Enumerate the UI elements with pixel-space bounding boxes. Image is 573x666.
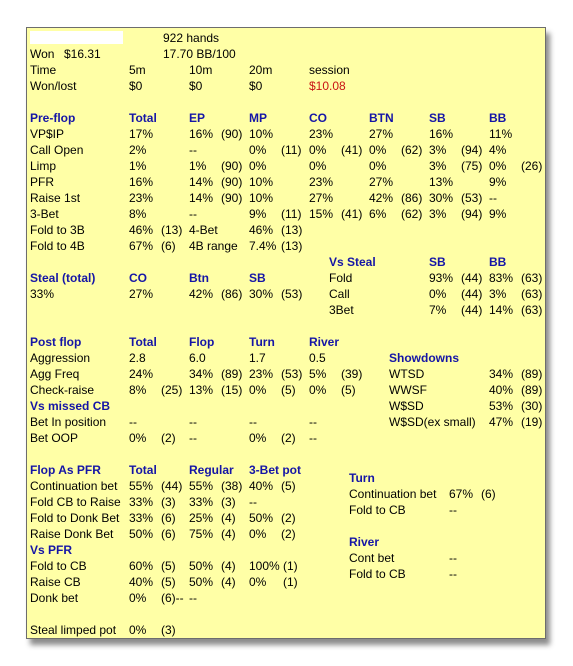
postflop-cell: 13%	[189, 383, 214, 397]
preflop-cell: (11)	[281, 143, 302, 157]
fold-to-3b-count: (13)	[161, 223, 183, 237]
steal-btn-header: Btn	[189, 271, 209, 285]
vs-steal-cell: (63)	[521, 271, 543, 285]
four-bet-label: 4-Bet	[189, 223, 218, 237]
missed-cb-cell: --	[309, 431, 317, 445]
vs-pfr-cell: 50%	[189, 575, 214, 589]
preflop-cell: (53)	[461, 191, 483, 205]
preflop-cell: 0%	[369, 159, 387, 173]
river-cell: --	[449, 567, 457, 581]
preflop-header-5: BTN	[369, 111, 394, 125]
flop-pfr-row-label: Fold to Donk Bet	[30, 511, 120, 525]
steal-limped-count: (3)	[161, 623, 176, 637]
turn-row-label: Continuation bet	[349, 487, 437, 501]
preflop-cell: (11)	[281, 207, 302, 221]
hands-count: 922 hands	[163, 31, 220, 45]
missed-cb-cell: (2)	[281, 431, 296, 445]
vs-steal-cell: 3%	[489, 287, 507, 301]
missed-cb-row-label: Bet OOP	[30, 431, 79, 445]
preflop-cell: 3%	[429, 143, 447, 157]
postflop-cell: 0.5	[309, 351, 326, 365]
preflop-cell: 27%	[369, 175, 394, 189]
preflop-cell: --	[189, 207, 197, 221]
preflop-row-label: 3-Bet	[30, 207, 59, 221]
vs-pfr-row-label: Donk bet	[30, 591, 79, 605]
flop-pfr-cell: 50%	[249, 511, 274, 525]
time-label: Time	[30, 63, 57, 77]
preflop-cell: 16%	[189, 127, 214, 141]
preflop-row-label: Raise 1st	[30, 191, 81, 205]
preflop-cell: 9%	[249, 207, 267, 221]
postflop-header-4: River	[309, 335, 340, 349]
preflop-cell: 14%	[189, 175, 214, 189]
preflop-cell: 23%	[309, 127, 334, 141]
steal-total-title: Steal (total)	[30, 271, 96, 285]
missed-cb-cell: --	[309, 415, 317, 429]
preflop-cell: --	[189, 143, 197, 157]
flop-pfr-cell: --	[249, 495, 257, 509]
flop-pfr-header-0: Flop As PFR	[30, 463, 101, 477]
preflop-cell: 0%	[369, 143, 387, 157]
missed-cb-cell: --	[249, 415, 257, 429]
flop-pfr-cell: (6)	[161, 511, 176, 525]
steal-btn-value: 42%	[189, 287, 214, 301]
time-col-5m: 5m	[129, 63, 146, 77]
postflop-cell: 6.0	[189, 351, 206, 365]
wonlost-session: $10.08	[309, 79, 346, 93]
preflop-cell: 3%	[429, 159, 447, 173]
flop-pfr-header-1: Total	[129, 463, 157, 477]
missed-cb-cell: --	[189, 431, 197, 445]
flop-pfr-cell: (5)	[281, 479, 296, 493]
flop-pfr-row-label: Fold CB to Raise	[30, 495, 121, 509]
fold-to-4b-count: (6)	[161, 239, 176, 253]
preflop-header-4: CO	[309, 111, 327, 125]
vs-steal-row-label: Fold	[329, 271, 353, 285]
postflop-cell: 2.8	[129, 351, 146, 365]
preflop-row-label: Limp	[30, 159, 57, 173]
postflop-cell: 5%	[309, 367, 327, 381]
showdown-row-label: W$SD	[389, 399, 424, 413]
flop-pfr-cell: 0%	[249, 527, 267, 541]
steal-co-header: CO	[129, 271, 147, 285]
wonlost-5m: $0	[129, 79, 143, 93]
steal-sb-header: SB	[249, 271, 266, 285]
flop-pfr-row-label: Continuation bet	[30, 479, 118, 493]
showdown-cell: (89)	[521, 383, 543, 397]
vs-pfr-cell: (1)	[283, 559, 298, 573]
vs-steal-cell: 93%	[429, 271, 454, 285]
steal-limped-value: 0%	[129, 623, 147, 637]
time-col-session: session	[309, 63, 350, 77]
vs-pfr-cell: (6)--	[161, 591, 184, 605]
postflop-cell: 23%	[249, 367, 274, 381]
flop-pfr-row-label: Raise Donk Bet	[30, 527, 114, 541]
won-label: Won	[30, 47, 55, 61]
postflop-cell: (89)	[221, 367, 243, 381]
postflop-cell: 34%	[189, 367, 214, 381]
flop-pfr-cell: (3)	[161, 495, 176, 509]
preflop-header-6: SB	[429, 111, 446, 125]
preflop-cell: 17%	[129, 127, 154, 141]
postflop-cell: 0%	[309, 383, 327, 397]
showdown-cell: 47%	[489, 415, 514, 429]
preflop-cell: --	[489, 191, 497, 205]
preflop-cell: 16%	[429, 127, 454, 141]
steal-btn-count: (86)	[221, 287, 243, 301]
flop-pfr-cell: 40%	[249, 479, 274, 493]
vs-pfr-cell: 40%	[129, 575, 154, 589]
four-bet-value: 46%	[249, 223, 274, 237]
four-bet-range-label: 4B range	[189, 239, 238, 253]
vs-steal-cell: 14%	[489, 303, 514, 317]
turn-cell: 67%	[449, 487, 474, 501]
preflop-cell: 8%	[129, 207, 147, 221]
vs-pfr-row-label: Raise CB	[30, 575, 81, 589]
preflop-cell: (75)	[461, 159, 483, 173]
hud-stats-panel	[26, 27, 546, 639]
preflop-cell: 27%	[369, 127, 394, 141]
showdown-row-label: WWSF	[389, 383, 427, 397]
postflop-cell: (25)	[161, 383, 183, 397]
preflop-cell: (41)	[341, 143, 363, 157]
steal-co-value: 27%	[129, 287, 154, 301]
postflop-row-label: Aggression	[30, 351, 91, 365]
preflop-header-7: BB	[489, 111, 507, 125]
vs-steal-bb-header: BB	[489, 255, 507, 269]
postflop-row-label: Agg Freq	[30, 367, 80, 381]
preflop-cell: 15%	[309, 207, 334, 221]
flop-pfr-cell: 55%	[189, 479, 214, 493]
time-col-10m: 10m	[189, 63, 213, 77]
postflop-header-1: Total	[129, 335, 157, 349]
flop-pfr-cell: (3)	[221, 495, 236, 509]
preflop-cell: 23%	[309, 175, 334, 189]
turn-cell: (6)	[481, 487, 496, 501]
vs-pfr-cell: (5)	[161, 559, 176, 573]
fold-to-4b-value: 67%	[129, 239, 154, 253]
vs-pfr-cell: 0%	[249, 575, 267, 589]
preflop-cell: 11%	[489, 127, 513, 141]
postflop-cell: 8%	[129, 383, 147, 397]
preflop-cell: 16%	[129, 175, 154, 189]
missed-cb-row-label: Bet In position	[30, 415, 107, 429]
postflop-header-2: Flop	[189, 335, 215, 349]
preflop-cell: 14%	[189, 191, 214, 205]
vs-steal-cell: (44)	[461, 303, 483, 317]
flop-pfr-cell: (38)	[221, 479, 243, 493]
vs-pfr-cell: (4)	[221, 575, 236, 589]
preflop-row-label: PFR	[30, 175, 54, 189]
wonlost-20m: $0	[249, 79, 263, 93]
missed-cb-cell: 0%	[129, 431, 147, 445]
preflop-cell: 0%	[249, 143, 267, 157]
fold-to-3b-value: 46%	[129, 223, 154, 237]
preflop-cell: 9%	[489, 175, 507, 189]
postflop-cell: (53)	[281, 367, 303, 381]
flop-pfr-cell: 50%	[129, 527, 154, 541]
preflop-cell: (26)	[521, 159, 543, 173]
preflop-header-1: Total	[129, 111, 157, 125]
vs-pfr-cell: (4)	[221, 559, 236, 573]
preflop-cell: 1%	[129, 159, 147, 173]
river-cell: --	[449, 551, 457, 565]
missed-cb-cell: 0%	[249, 431, 267, 445]
preflop-cell: 0%	[249, 159, 267, 173]
preflop-cell: 10%	[249, 127, 274, 141]
preflop-cell: (94)	[461, 143, 483, 157]
flop-pfr-header-3: 3-Bet pot	[249, 463, 301, 477]
preflop-cell: 2%	[129, 143, 147, 157]
postflop-cell: 1.7	[249, 351, 266, 365]
four-bet-range-count: (13)	[281, 239, 303, 253]
showdown-cell: 53%	[489, 399, 514, 413]
vs-steal-cell: 7%	[429, 303, 447, 317]
vs-pfr-cell: --	[189, 591, 197, 605]
flop-pfr-cell: 33%	[189, 495, 214, 509]
preflop-cell: 9%	[489, 207, 507, 221]
vs-steal-row-label: 3Bet	[329, 303, 354, 317]
flop-pfr-cell: (6)	[161, 527, 176, 541]
vs-pfr-cell: 0%	[129, 591, 147, 605]
fold-to-4b-label: Fold to 4B	[30, 239, 85, 253]
river-row-label: Cont bet	[349, 551, 395, 565]
four-bet-range-value: 7.4%	[249, 239, 277, 253]
preflop-header-2: EP	[189, 111, 206, 125]
preflop-cell: (62)	[401, 143, 423, 157]
vs-steal-cell: 83%	[489, 271, 514, 285]
preflop-cell: 23%	[129, 191, 154, 205]
fold-to-3b-label: Fold to 3B	[30, 223, 85, 237]
bb-per-100: 17.70 BB/100	[163, 47, 236, 61]
flop-pfr-cell: 55%	[129, 479, 154, 493]
postflop-cell: (5)	[341, 383, 356, 397]
flop-pfr-cell: 33%	[129, 495, 154, 509]
vs-steal-cell: 0%	[429, 287, 447, 301]
won-value: $16.31	[64, 47, 101, 61]
preflop-cell: 1%	[189, 159, 207, 173]
preflop-cell: 30%	[429, 191, 454, 205]
preflop-cell: (90)	[221, 159, 243, 173]
showdown-cell: 40%	[489, 383, 514, 397]
four-bet-count: (13)	[281, 223, 303, 237]
vs-pfr-cell: (1)	[283, 575, 298, 589]
preflop-cell: 13%	[429, 175, 454, 189]
preflop-cell: (90)	[221, 127, 243, 141]
vs-missed-cb-title: Vs missed CB	[30, 399, 111, 413]
showdown-cell: 34%	[489, 367, 514, 381]
wonlost-10m: $0	[189, 79, 203, 93]
vs-pfr-cell: 50%	[189, 559, 214, 573]
vs-pfr-cell: 100%	[249, 559, 280, 573]
flop-pfr-cell: (4)	[221, 511, 236, 525]
postflop-cell: (39)	[341, 367, 363, 381]
preflop-cell: (90)	[221, 175, 243, 189]
showdown-row-label: W$SD(ex small)	[389, 415, 476, 429]
postflop-row-label: Check-raise	[30, 383, 95, 397]
postflop-header-0: Post flop	[30, 335, 82, 349]
preflop-cell: (62)	[401, 207, 423, 221]
missed-cb-cell: --	[189, 415, 197, 429]
flop-pfr-header-2: Regular	[189, 463, 234, 477]
steal-sb-value: 30%	[249, 287, 274, 301]
steal-limped-label: Steal limped pot	[30, 623, 117, 637]
player-name-field[interactable]	[30, 31, 123, 44]
vs-steal-cell: (63)	[521, 287, 543, 301]
showdown-row-label: WTSD	[389, 367, 425, 381]
preflop-cell: 3%	[429, 207, 447, 221]
postflop-cell: (15)	[221, 383, 243, 397]
vs-pfr-cell: 60%	[129, 559, 154, 573]
turn-row-label: Fold to CB	[349, 503, 406, 517]
preflop-cell: 0%	[489, 159, 507, 173]
postflop-header-3: Turn	[249, 335, 275, 349]
postflop-cell: 0%	[249, 383, 267, 397]
flop-pfr-cell: (4)	[221, 527, 236, 541]
preflop-row-label: VP$IP	[30, 127, 65, 141]
turn-cell: --	[449, 503, 457, 517]
preflop-cell: (41)	[341, 207, 363, 221]
showdown-cell: (30)	[521, 399, 543, 413]
vs-steal-sb-header: SB	[429, 255, 446, 269]
preflop-cell: (86)	[401, 191, 423, 205]
vs-steal-row-label: Call	[329, 287, 350, 301]
missed-cb-cell: --	[129, 415, 137, 429]
flop-pfr-cell: 33%	[129, 511, 154, 525]
flop-pfr-cell: (44)	[161, 479, 183, 493]
preflop-cell: 27%	[309, 191, 334, 205]
flop-pfr-cell: (2)	[281, 527, 296, 541]
vs-pfr-row-label: Fold to CB	[30, 559, 87, 573]
flop-pfr-cell: (2)	[281, 511, 296, 525]
turn-title: Turn	[349, 471, 375, 485]
preflop-header-3: MP	[249, 111, 267, 125]
river-title: River	[349, 535, 380, 549]
preflop-cell: 42%	[369, 191, 394, 205]
preflop-cell: 0%	[309, 143, 327, 157]
preflop-cell: 0%	[309, 159, 327, 173]
flop-pfr-cell: 25%	[189, 511, 214, 525]
steal-sb-count: (53)	[281, 287, 303, 301]
steal-total-value: 33%	[30, 287, 55, 301]
flop-pfr-cell: 75%	[189, 527, 214, 541]
postflop-cell: 24%	[129, 367, 154, 381]
vs-pfr-title: Vs PFR	[30, 543, 73, 557]
vs-steal-cell: (63)	[521, 303, 543, 317]
preflop-cell: 4%	[489, 143, 507, 157]
missed-cb-cell: (2)	[161, 431, 176, 445]
showdown-cell: (19)	[521, 415, 543, 429]
vs-pfr-cell: (5)	[161, 575, 176, 589]
vs-steal-title: Vs Steal	[329, 255, 376, 269]
preflop-cell: (90)	[221, 191, 243, 205]
vs-steal-cell: (44)	[461, 271, 483, 285]
wonlost-label: Won/lost	[30, 79, 77, 93]
preflop-header-0: Pre-flop	[30, 111, 76, 125]
preflop-row-label: Call Open	[30, 143, 84, 157]
preflop-cell: 10%	[249, 175, 274, 189]
postflop-cell: (5)	[281, 383, 296, 397]
preflop-cell: (94)	[461, 207, 483, 221]
river-row-label: Fold to CB	[349, 567, 406, 581]
showdowns-title: Showdowns	[389, 351, 459, 365]
showdown-cell: (89)	[521, 367, 543, 381]
preflop-cell: 10%	[249, 191, 274, 205]
vs-steal-cell: (44)	[461, 287, 483, 301]
time-col-20m: 20m	[249, 63, 273, 77]
preflop-cell: 6%	[369, 207, 387, 221]
